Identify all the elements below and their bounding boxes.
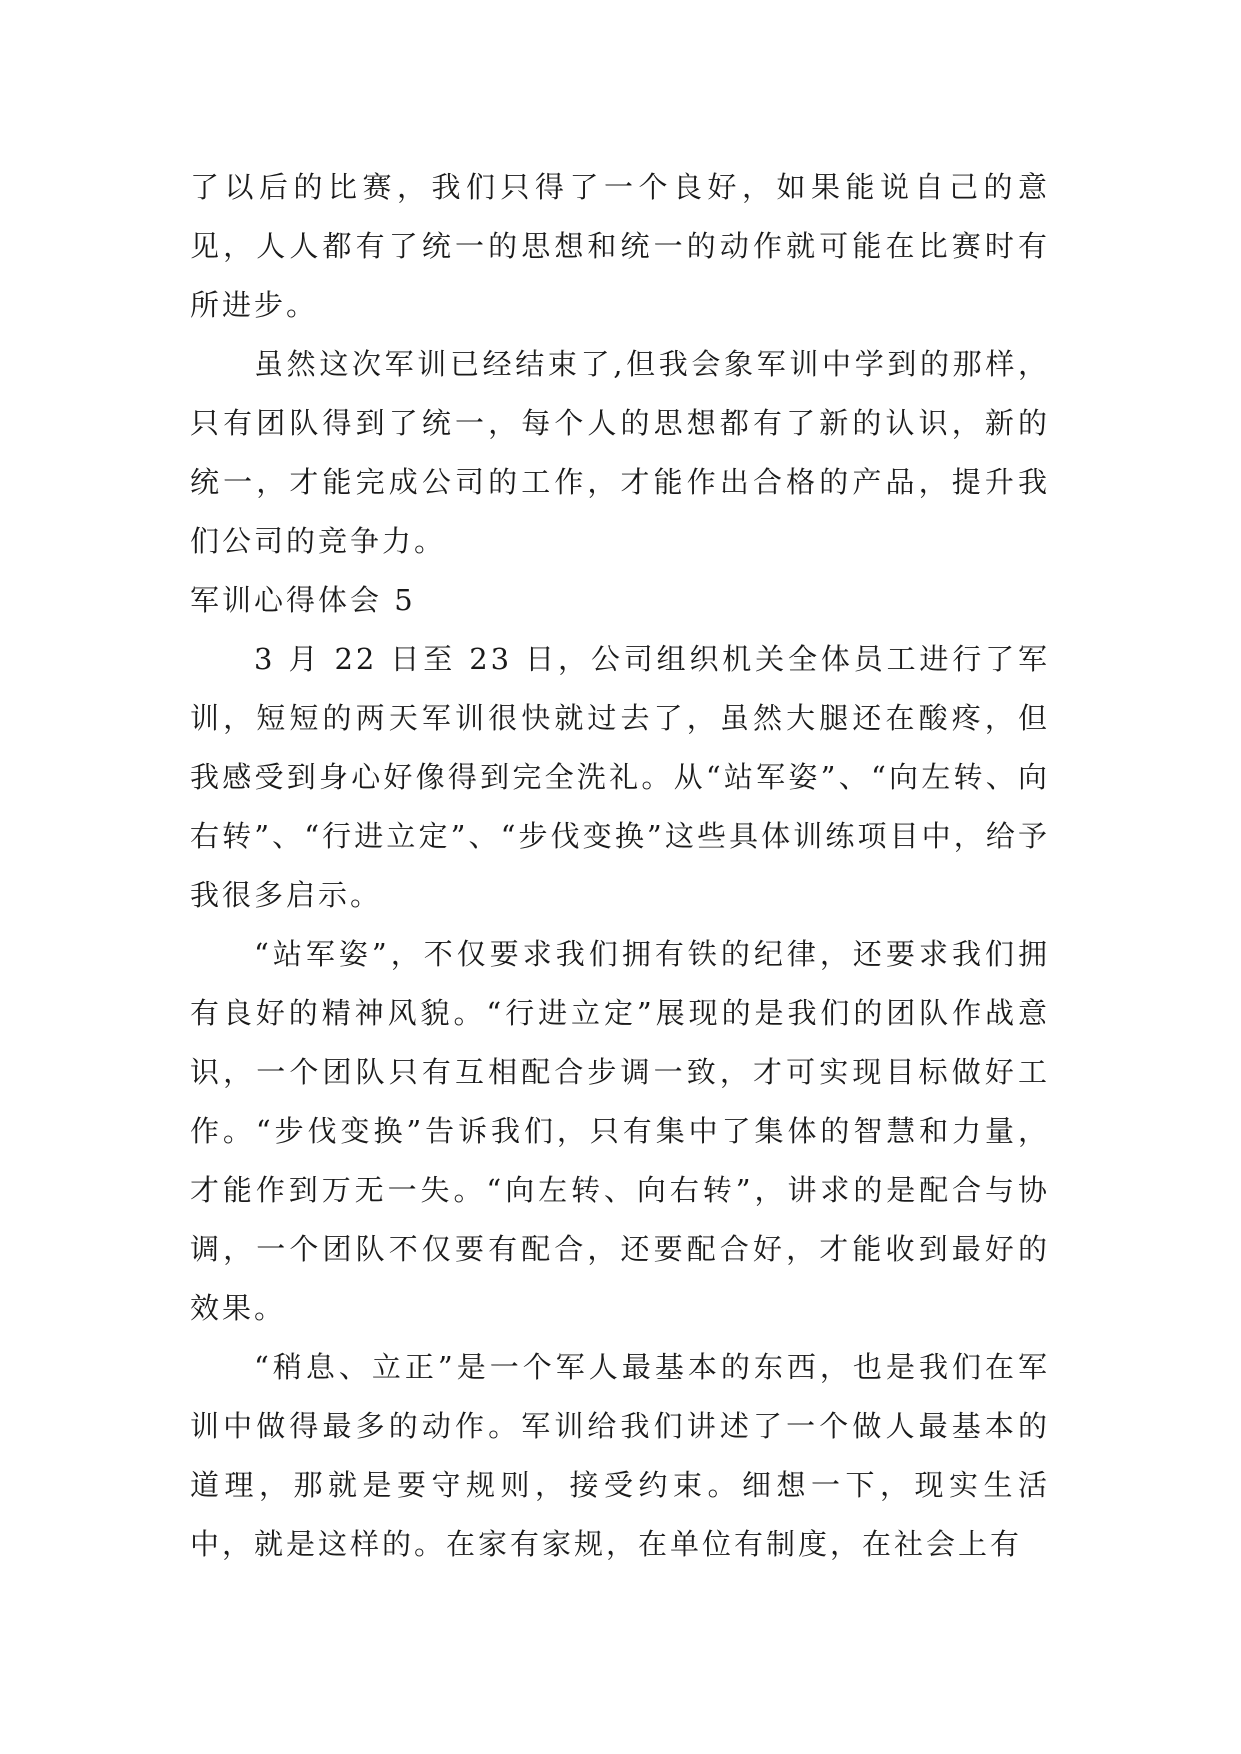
paragraph-continued: 了以后的比赛，我们只得了一个良好，如果能说自己的意见，人人都有了统一的思想和统一的动作就可能在比赛时有所进步。	[190, 170, 1050, 322]
section-title: 军训心得体会 5	[190, 583, 416, 617]
paragraph-rules: “稍息、立正”是一个军人最基本的东西，也是我们在军训中做得最多的动作。军训给我们讲述了一个做人最基本的道理，那就是要守规则，接受约束。细想一下，现实生活中，就是这样的。在家有家规，在单位有制度，在社会上有	[190, 1350, 1050, 1561]
paragraph-lessons: “站军姿”，不仅要求我们拥有铁的纪律，还要求我们拥有良好的精神风貌。“行进立定”展现的是我们的团队作战意识，一个团队只有互相配合步调一致，才可实现目标做好工作。“步伐变换”告诉我们，只有集中了集体的智慧和力量，才能作到万无一失。“向左转、向右转”，讲求的是配合与协调，一个团队不仅要有配合，还要配合好，才能收到最好的效果。	[190, 937, 1050, 1325]
paragraph-intro: 3 月 22 日至 23 日，公司组织机关全体员工进行了军训，短短的两天军训很快就过去了，虽然大腿还在酸疼，但我感受到身心好像得到完全洗礼。从“站军姿”、“向左转、向右转”、“行进立定”、“步伐变换”这些具体训练项目中，给予我很多启示。	[190, 642, 1050, 912]
paragraph-conclusion: 虽然这次军训已经结束了,但我会象军训中学到的那样，只有团队得到了统一，每个人的思想都有了新的认识，新的统一，才能完成公司的工作，才能作出合格的产品，提升我们公司的竞争力。	[190, 347, 1050, 558]
document-page	[190, 158, 1050, 1574]
